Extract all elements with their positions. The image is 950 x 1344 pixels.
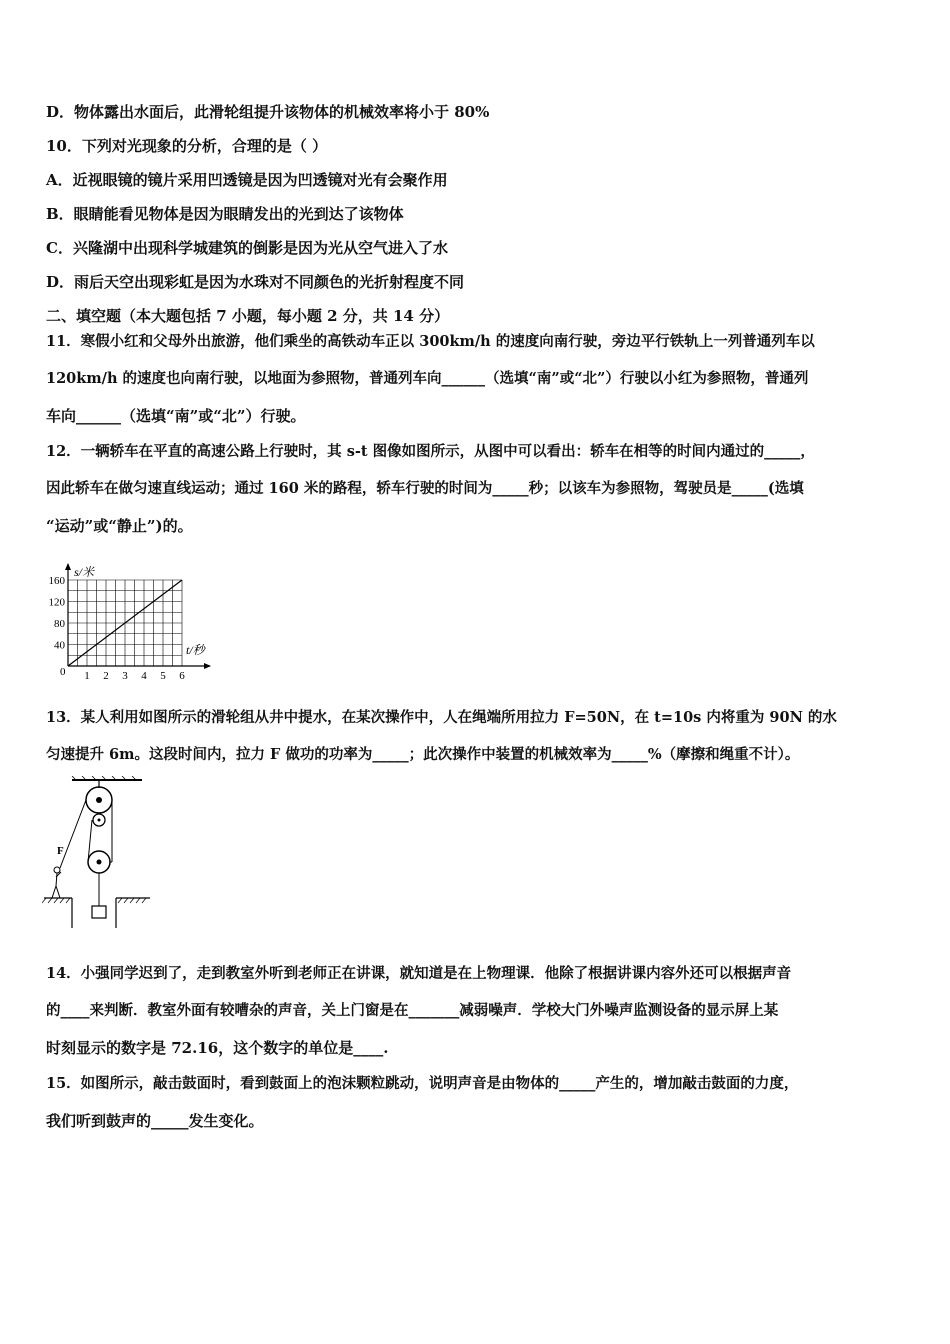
x-axis-arrow [204, 663, 211, 669]
q11-line2: 120km/h 的速度也向南行驶，以地面为参照物，普通列车向______（选填“南”或“北”）行驶以小红为参照物，普通列 [46, 370, 809, 387]
section2-title: 二、填空题（本大题包括 7 小题，每小题 2 分，共 14 分） [46, 307, 450, 325]
q11-line1: 11．寒假小红和父母外出旅游，他们乘坐的高铁动车正以 300km/h 的速度向南行驶，旁边平行铁轨上一列普通列车以 [46, 333, 815, 350]
st-chart-figure [40, 552, 220, 682]
q12-line1: 12．一辆轿车在平直的高速公路上行驶时，其 s-t 图像如图所示，从图中可以看出：轿车在相等的时间内通过的_____， [46, 443, 815, 460]
st-chart [40, 552, 220, 682]
x-tick-label: 2 [103, 670, 109, 682]
y-tick-label: 80 [54, 618, 65, 630]
x-tick-label: 4 [141, 670, 147, 682]
q15-line2: 我们听到鼓声的_____发生变化。 [46, 1112, 264, 1130]
y-tick-label: 120 [48, 596, 65, 609]
q11-line3: 车向______（选填“南”或“北”）行驶。 [46, 407, 306, 425]
x-tick-labels [84, 670, 185, 682]
q15-line1: 15．如图所示，敲击鼓面时，看到鼓面上的泡沫颗粒跳动，说明声音是由物体的_____产生的，增加敲击鼓面的力度， [46, 1075, 799, 1092]
y-axis-arrow [65, 563, 71, 570]
q12-line2: 因此轿车在做匀速直线运动；通过 160 米的路程，轿车行驶的时间为_____秒；以该车为参照物，驾驶员是_____(选填 [46, 480, 804, 497]
q14-line2: 的____来判断．教室外面有较嘈杂的声音，关上门窗是在_______减弱噪声．学校大门外噪声监测设备的显示屏上某 [46, 1002, 779, 1019]
q13-line1: 13．某人利用如图所示的滑轮组从井中提水，在某次操作中，人在绳端所用拉力 F=50N，在 t=10s 内将重为 90N 的水 [46, 709, 837, 726]
q10-option-a: A．近视眼镜的镜片采用凹透镜是因为凹透镜对光有会聚作用 [46, 171, 448, 189]
q10-option-c: C．兴隆湖中出现科学城建筑的倒影是因为光从空气进入了水 [46, 239, 448, 257]
q10-option-b: B．眼睛能看见物体是因为眼睛发出的光到达了该物体 [46, 205, 404, 223]
pulley-figure [42, 776, 152, 931]
pulley-force-label: F [57, 845, 64, 857]
q14-line3: 时刻显示的数字是 72.16，这个数字的单位是____. [46, 1039, 389, 1057]
q9-option-d: D．物体露出水面后，此滑轮组提升该物体的机械效率将小于 80% [46, 103, 490, 121]
x-tick-label: 6 [179, 670, 185, 682]
y-tick-label: 160 [48, 575, 65, 587]
x-tick-label: 3 [122, 670, 128, 682]
pulley-diagram [42, 776, 152, 931]
x-tick-label: 5 [160, 670, 166, 682]
y-axis-label: s/米 [74, 565, 95, 579]
q13-line2: 匀速提升 6m。这段时间内，拉力 F 做功的功率为_____；此次操作中装置的机械效率为_____%（摩擦和绳重不计）。 [46, 746, 800, 763]
q10-stem: 10．下列对光现象的分析，合理的是（ ） [46, 137, 328, 155]
q12-line3: “运动”或“静止”)的。 [46, 517, 193, 535]
x-tick-label: 1 [84, 670, 90, 682]
q10-option-d: D．雨后天空出现彩虹是因为水珠对不同颜色的光折射程度不同 [46, 273, 465, 291]
y-tick-labels [49, 575, 66, 652]
y-tick-label: 40 [54, 639, 65, 652]
q14-line1: 14．小强同学迟到了，走到教室外听到老师正在讲课，就知道是在上物理课．他除了根据讲课内容外还可以根据声音 [46, 965, 792, 982]
origin-label: 0 [60, 666, 66, 678]
x-axis-label: t/秒 [186, 643, 205, 657]
